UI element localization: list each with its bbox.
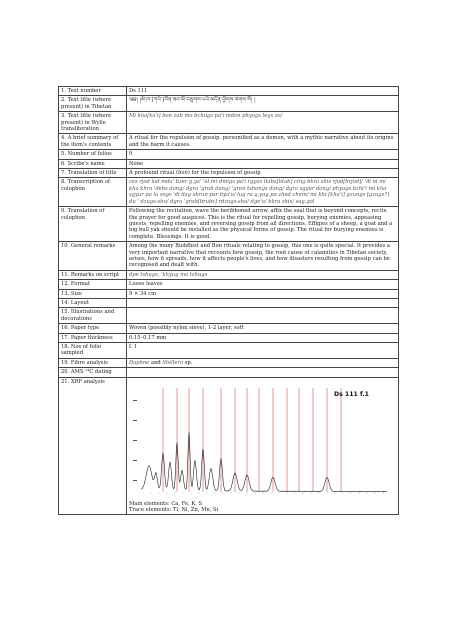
illustrations: [127, 308, 399, 324]
text-number: Ds 111: [127, 87, 399, 96]
folio-sampled: f. 1: [127, 343, 399, 359]
row-label: 2. Text title (where present) in Tibetan: [59, 96, 127, 112]
table-row: [59, 242, 399, 271]
row-label: 16. Paper type: [59, 324, 127, 333]
table-row: [59, 207, 399, 242]
catalogue-table: [58, 86, 399, 515]
table-row: [59, 333, 399, 342]
y-tick: [133, 480, 137, 481]
row-label: 13. Size: [59, 289, 127, 298]
xrf-spectrum: [129, 380, 391, 501]
fibre-stellera: Stellera: [162, 359, 184, 366]
title-translation-prefix: A profound ritual (: [129, 170, 179, 177]
table-row: [59, 270, 399, 279]
table-row: [59, 150, 399, 159]
table-row: [59, 96, 399, 112]
main-elements: Main elements: Ca, Fe, K, S: [129, 500, 203, 507]
table-row: [59, 178, 399, 207]
folio-count: 9: [127, 150, 399, 159]
paper-thickness: 0.15–0.17 mm: [127, 333, 399, 342]
y-tick: [133, 400, 137, 401]
row-label: 5. Number of folios: [59, 150, 127, 159]
script-remarks: dpe tshugs, 'khyug ma tshugs: [127, 270, 399, 279]
table-row: [59, 377, 399, 515]
table-row: [59, 343, 399, 359]
ams-dating: [127, 368, 399, 377]
row-label: 10. General remarks: [59, 242, 127, 271]
title-translation-suffix: ) for the repulsion of gossip: [187, 170, 261, 177]
layout: [127, 298, 399, 307]
title-translation-bon: bon: [178, 170, 188, 177]
scribe-name: None: [127, 159, 399, 168]
table-row: [59, 368, 399, 377]
table-row: [59, 358, 399, 367]
row-label: 7. Translation of title: [59, 169, 127, 178]
table-row: [59, 308, 399, 324]
xrf-analysis: [127, 377, 399, 515]
fibre-and: and: [149, 359, 163, 366]
size: 9 × 34 cm: [127, 289, 399, 298]
row-label: 6. Scribe's name: [59, 159, 127, 168]
row-label: 4. A brief summary of the item's contents: [59, 134, 127, 150]
spectrum-background: [129, 380, 391, 501]
general-remarks: Among the many Buddhist and Bon rituals relating to gossip, this one is quite special. It provides a very important narrative that recounts how gossip, the root cause of calamities in Tibetan society, arises, how it spreads, how it affects people's lives, and how disasters resulting from gossip can be recognised and dealt with.: [127, 242, 399, 271]
row-label: 18. Nos of folio sampled: [59, 343, 127, 359]
row-label: 9. Translation of colophon: [59, 207, 127, 242]
row-label: 17. Paper thickness: [59, 333, 127, 342]
row-label: 12. Format: [59, 280, 127, 289]
trace-elements: Trace elements: Ti, Ni, Zn, Mn, Si: [129, 507, 219, 514]
row-label: 21. XRF analysis: [59, 377, 127, 515]
summary: A ritual for the repulsion of gossip, personified as a demon, with a mythic narrative about its origins and the harm it causes.: [127, 134, 399, 150]
title-translation: [127, 169, 399, 178]
table-row: [59, 289, 399, 298]
wylie-title: Mi kha[ka'i] bon zab mo bchugs pa'i mdon phyogs legs so/: [127, 112, 399, 134]
table-row: [59, 280, 399, 289]
fibre-analysis: [127, 358, 399, 367]
table-row: [59, 324, 399, 333]
table-row: [59, 112, 399, 134]
fibre-suffix: sp.: [183, 359, 193, 366]
table-row: [59, 169, 399, 178]
paper-type: Woven (possibly nylon sieve), 1-2 layer, soft: [127, 324, 399, 333]
table-row: [59, 134, 399, 150]
format: Loose leaves: [127, 280, 399, 289]
colophon-translation: Following the recitation, wave the beribboned arrow, affix the seal that is beyond concepts, recite the prayer for good auspices. This is the ritual for repelling gossip, burying enemies, appeasing guests, repelling enemies, and reversing gossip from all directions. Effigies of a sheep, a goat and a big bull yak should be installed as the physical forms of gossip. The ritual for burying enemies is complete. Blessings. It is good.: [127, 207, 399, 242]
fibre-daphne: Daphne: [129, 359, 150, 366]
colophon-transcription: ces rjod lad mda' bzer g.ya' 'ol mi dmigs pa'i rgyas ltabs[btab] cing bkra shis rjod[brjod]/ 'di ni mi kha khra 'debs dang/ dgra 'grub dang/ 'gron tshongs dang/ dgra sgyur dang/ phyogs bzhi'i mi kha sgyur pa la sogs 'di dag skrun par bya'o/ lug ra g.yag po zhed chem/ mi khi [kha'i] gzungs [gzugs?] du ' dzugs-sho/ dgra 'grub[brubs] rdzogs-sho/ dge'o/ bkra shis/ sag.gol: [127, 178, 399, 207]
row-label: 15. Illustrations and decorations: [59, 308, 127, 324]
y-tick: [133, 420, 137, 421]
table-row: [59, 159, 399, 168]
table-row: [59, 87, 399, 96]
row-label: 14. Layout: [59, 298, 127, 307]
table-row: [59, 298, 399, 307]
row-label: 11. Remarks on script: [59, 270, 127, 279]
row-label: 20. AMS ¹⁴C dating: [59, 368, 127, 377]
row-label: 1. Text number: [59, 87, 127, 96]
row-label: 19. Fibre analysis: [59, 358, 127, 367]
y-tick: [133, 460, 137, 461]
row-label: 8. Transcription of colophon: [59, 178, 127, 207]
tibetan-title: ༄༅། །མི་ཁ་[ཀའི་]བོན་ཟབ་མོ་བཅུགས་པའི་མདོན་ཕྱོགས་ལེགས་སོ། །: [127, 96, 399, 112]
spectrum-label: Ds 111 f.1: [333, 390, 369, 398]
row-label: 3. Text title (where present) in Wylie transliteration: [59, 112, 127, 134]
y-tick: [133, 440, 137, 441]
